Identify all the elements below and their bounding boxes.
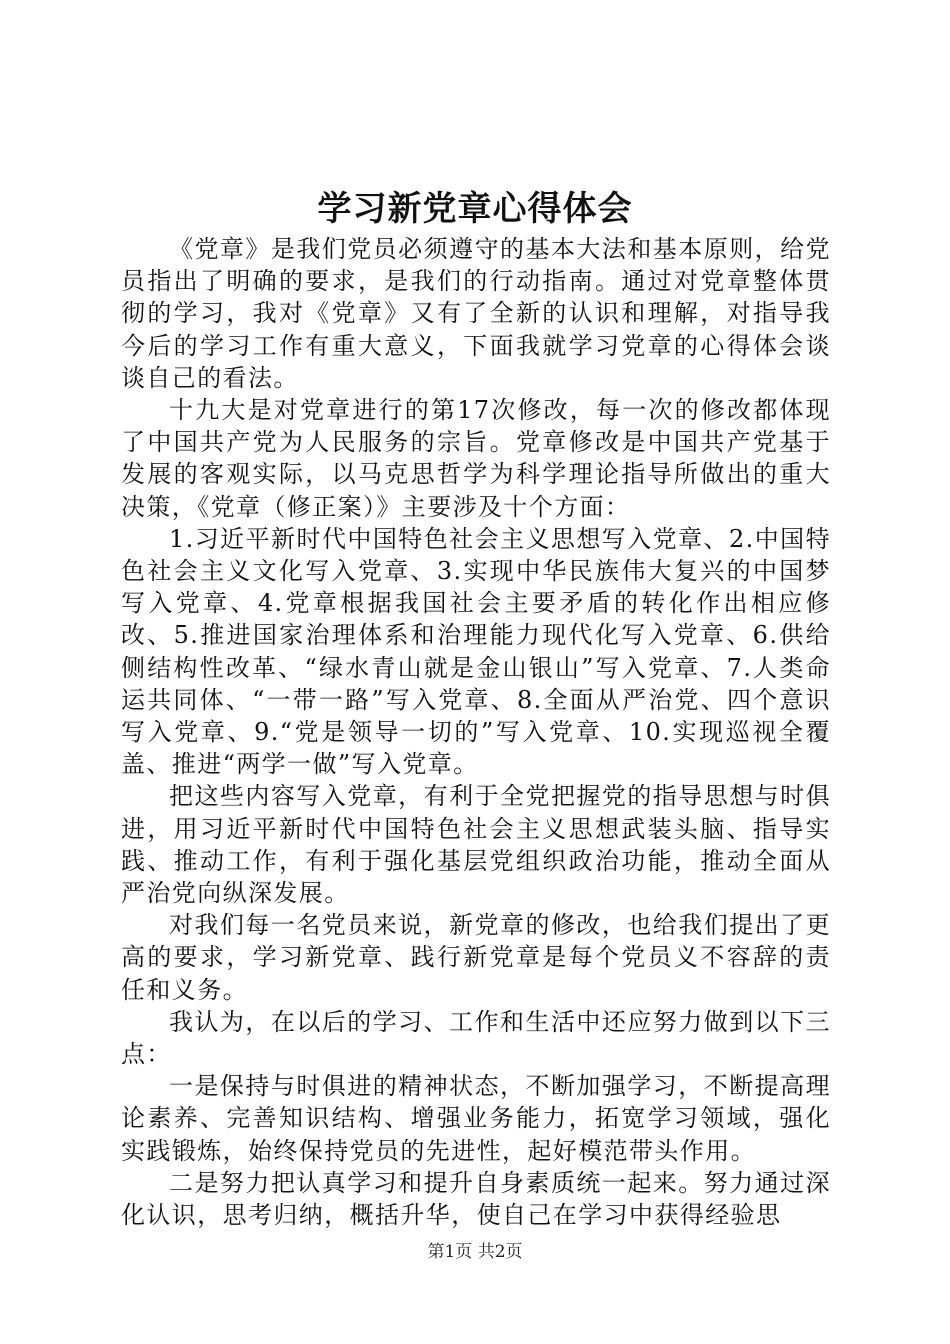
document-title: 学习新党章心得体会 <box>317 189 633 229</box>
document-body <box>121 233 831 1230</box>
paragraph: 1.习近平新时代中国特色社会主义思想写入党章、2.中国特色社会主义文化写入党章、3.实现中华民族伟大复兴的中国梦写入党章、4.党章根据我国社会主要矛盾的转化作出相应修改、5.推进国家治理体系和治理能力现代化写入党章、6.供给侧结构性改革、“绿水青山就是金山银山”写入党章、7.人类命运共同体、“一带一路”写入党章、8.全面从严治党、四个意识写入党章、9.“党是领导一切的”写入党章、10.实现巡视全覆盖、推进“两学一做”写入党章。 <box>121 524 831 779</box>
paragraph: 十九大是对党章进行的第17次修改，每一次的修改都体现了中国共产党为人民服务的宗旨。党章修改是中国共产党基于发展的客观实际，以马克思哲学为科学理论指导所做出的重大决策，《党章（修正案）》主要涉及十个方面： <box>121 396 831 521</box>
paragraph: 二是努力把认真学习和提升自身素质统一起来。努力通过深化认识，思考归纳，概括升华，使自己在学习中获得经验思 <box>121 1168 831 1230</box>
paragraph: 一是保持与时俱进的精神状态，不断加强学习，不断提高理论素养、完善知识结构、增强业务能力，拓宽学习领域，强化实践锻炼，始终保持党员的先进性，起好模范带头作用。 <box>121 1072 831 1165</box>
paragraph: 对我们每一名党员来说，新党章的修改，也给我们提出了更高的要求，学习新党章、践行新党章是每个党员义不容辞的责任和义务。 <box>121 911 831 1004</box>
page-footer: 第1页 共2页 <box>427 1242 523 1262</box>
paragraph: 把这些内容写入党章，有利于全党把握党的指导思想与时俱进，用习近平新时代中国特色社会主义思想武装头脑、指导实践、推动工作，有利于强化基层党组织政治功能，推动全面从严治党向纵深发展。 <box>121 782 831 908</box>
paragraph: 我认为，在以后的学习、工作和生活中还应努力做到以下三点： <box>121 1007 831 1069</box>
paragraph: 《党章》是我们党员必须遵守的基本大法和基本原则，给党员指出了明确的要求，是我们的行动指南。通过对党章整体贯彻的学习，我对《党章》又有了全新的认识和理解，对指导我今后的学习工作有重大意义，下面我就学习党章的心得体会谈谈自己的看法。 <box>121 235 831 392</box>
